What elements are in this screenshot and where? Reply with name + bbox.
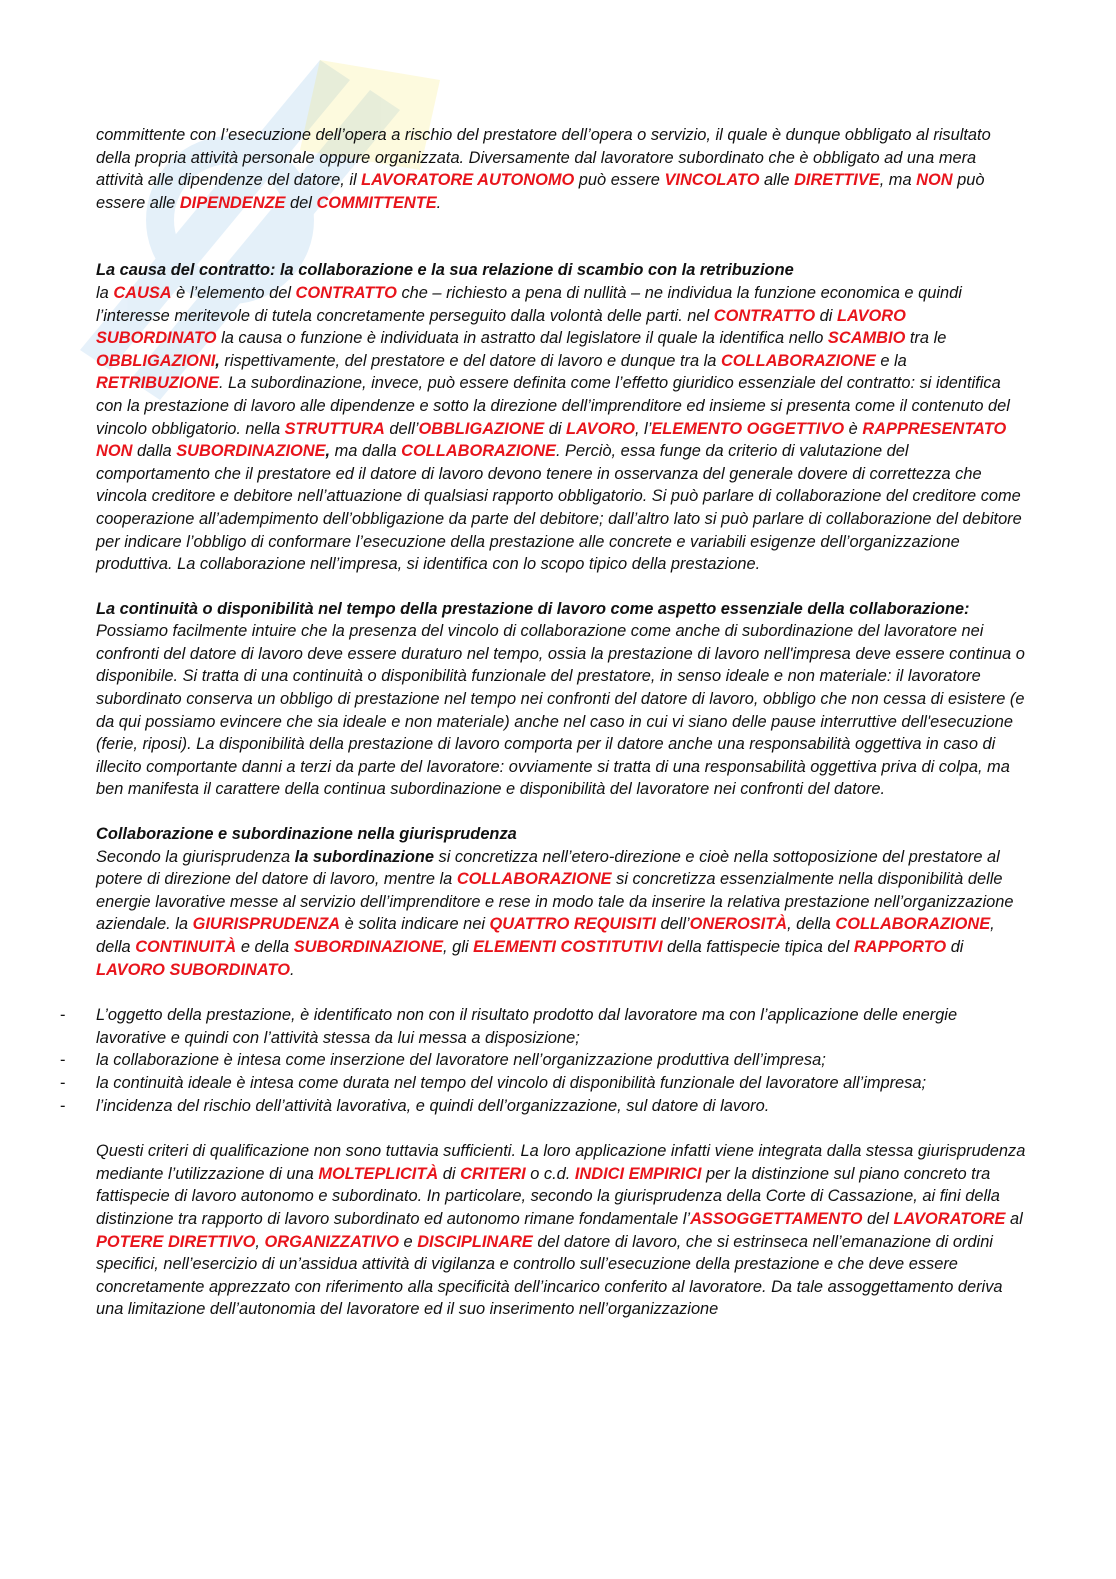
text-run: è l’elemento del — [171, 283, 296, 302]
requisiti-list — [60, 1004, 1026, 1117]
paragraph-causa-contratto — [96, 282, 1026, 576]
text-run: e la — [875, 351, 907, 370]
text-run: , della — [96, 915, 995, 956]
list-item: - L’oggetto della prestazione, è identificato non con il risultato prodotto dal lavoratore ma con l’applicazione delle energie lavorative e quindi con l’attività stessa da lui messa a disposizione; — [60, 1006, 958, 1047]
text-run: committente con l’esecuzione dell’opera a rischio del prestatore dell’opera o servizio, il quale è dunque obbligato al risultato della propria attività personale oppure organizzata. Diversamente dal lavoratore subordinato che è obbligato ad una mera attività alle dipendenze del datore, il — [96, 126, 991, 190]
text-run: dalla — [132, 442, 177, 461]
highlight-term: COLLABORAZIONE — [835, 915, 991, 934]
highlight-term: LAVORO — [566, 419, 635, 438]
highlight-term: RETRIBUZIONE — [96, 374, 219, 393]
highlight-term: LAVORATORE AUTONOMO — [361, 171, 575, 190]
text-run: , gli — [443, 938, 474, 956]
text-run: la — [96, 283, 114, 302]
text-run: , della — [787, 915, 836, 934]
paragraph-lavoratore-autonomo — [96, 124, 1026, 214]
highlight-term: ELEMENTO OGGETTIVO — [651, 419, 845, 438]
text-run: si concretizza nell’etero-direzione e cioè nella sottoposizione del prestatore al potere di direzione del datore di lavoro, mentre la — [96, 847, 1000, 889]
text-run: o c.d. — [525, 1164, 575, 1183]
highlight-term: CAUSA — [113, 283, 172, 302]
document-page — [60, 124, 1026, 1321]
highlight-term: LAVORO SUBORDINATO — [96, 960, 290, 979]
highlight-term: VINCOLATO — [664, 171, 760, 190]
highlight-term: LAVORO SUBORDINATO — [96, 306, 906, 348]
text-run: tra le — [905, 329, 947, 348]
text-run: del — [285, 193, 317, 212]
highlight-term: CRITERI — [460, 1164, 526, 1183]
list-item: - la collaborazione è intesa come inserzione del lavoratore nell’organizzazione produttiva dell’impresa; — [96, 1049, 1026, 1072]
text-run: del datore di lavoro, che si estrinseca nell’emanazione di ordini specifici, nell’esercizio di un’assidua attività di vigilanza e controllo sull’esecuzione della prestazione e che deve essere concretamente apprezzato con riferimento alla specificità dell’incarico conferito al lavoratore. Da tale assoggettamento deriva una limitazione dell’autonomia del lavoratore ed il suo inserimento nell’organizzazione — [96, 1232, 1003, 1319]
text-run: , ma — [879, 171, 917, 190]
list-item: - l’incidenza del rischio dell’attività lavorativa, e quindi dell’organizzazione, sul datore di lavoro. — [96, 1095, 1026, 1118]
text-run: dell’ — [384, 419, 419, 438]
bold-text: , — [325, 442, 331, 461]
paragraph-continuita — [96, 598, 1026, 801]
text-run: che – richiesto a pena di nullità – ne individua la funzione economica e quindi l’interesse meritevole di tutela concretamente perseguito dalla volontà delle parti. nel — [96, 283, 962, 325]
text-run: Questi criteri di qualificazione non sono tuttavia sufficienti. La loro applicazione infatti viene integrata dalla stessa giurisprudenza mediante l’utilizzazione di una — [96, 1142, 1026, 1183]
text-run: , — [255, 1232, 265, 1251]
highlight-term: CONTINUITÀ — [135, 938, 237, 956]
highlight-term: DISCIPLINARE — [417, 1232, 533, 1251]
text-run: ma dalla — [330, 442, 402, 461]
text-run: dell’ — [655, 915, 690, 934]
text-run: e — [398, 1232, 418, 1251]
list-dash: - — [60, 1096, 66, 1115]
highlight-term: SUBORDINAZIONE — [293, 938, 444, 956]
highlight-term: CONTRATTO — [295, 283, 397, 302]
text-run: di — [544, 419, 567, 438]
text-run: Possiamo facilmente intuire che la presenza del vincolo di collaborazione come anche di subordinazione del lavoratore nei confronti del datore di lavoro deve essere duraturo nel tempo, ossia la prestazione di lavoro nell'impresa deve essere continua o disponibile. Si tratta di una continuità o disponibilità funzionale del prestatore, in senso ideale e non materiale: il lavoratore subordinato conserva un obbligo di prestazione nel tempo nei confronti del datore di lavoro, obbligo che non cessa di esistere (e da qui possiamo evincere che sia ideale e non materiale) anche nel caso in cui vi siano delle pause interruttive dell'esecuzione (ferie, riposi). La disponibilità della prestazione di lavoro comporta per il datore anche una responsabilità oggettiva in caso di illecito comportante danni a terzi da parte del lavoratore: ovviamente si tratta di una responsabilità oggettiva priva di colpa, ma ben manifesta il carattere della continua subordinazione e disponibilità del lavoratore nei confronti del datore. — [96, 622, 1025, 799]
highlight-term: LAVORATORE — [893, 1209, 1006, 1228]
text-run: di — [946, 938, 964, 956]
highlight-term: RAPPORTO — [853, 938, 947, 956]
paragraph-giurisprudenza — [96, 846, 1026, 982]
highlight-term: SCAMBIO — [827, 329, 906, 348]
highlight-term: COLLABORAZIONE — [456, 870, 612, 889]
highlight-term: SUBORDINAZIONE — [176, 442, 326, 461]
highlight-term: COLLABORAZIONE — [401, 442, 556, 461]
text-run: alle — [759, 171, 795, 190]
highlight-term: CONTRATTO — [713, 306, 816, 325]
highlight-term: OBBLIGAZIONE — [418, 419, 545, 438]
highlight-term: GIURISPRUDENZA — [192, 915, 341, 934]
heading-causa-contratto: La causa del contratto: la collaborazione e la sua relazione di scambio con la retribuzione — [96, 261, 794, 280]
highlight-term: POTERE DIRETTIVO — [96, 1232, 256, 1251]
text-run: la causa o funzione è individuata in astratto dal legislatore il quale la identifica nello — [216, 329, 828, 348]
text-run: può essere alle — [96, 171, 985, 212]
text-run: , l’ — [634, 419, 652, 438]
highlight-term: COLLABORAZIONE — [720, 351, 876, 370]
list-dash: - — [60, 1051, 66, 1070]
highlight-term: DIPENDENZE — [179, 193, 286, 212]
text-run: si concretizza essenzialmente nella disponibilità delle energie lavorative messe al servizio dell’imprenditore e rese in modo tale da inserire la relativa prestazione nell’organizzazione aziendale. la — [96, 870, 1014, 934]
bold-text: , — [215, 351, 220, 370]
text-run: di — [815, 306, 837, 325]
highlight-term: ELEMENTI COSTITUTIVI — [473, 938, 663, 956]
text-run: . — [289, 960, 295, 979]
bold-text: la subordinazione — [294, 847, 434, 866]
text-run: della fattispecie tipica del — [662, 938, 854, 956]
text-run: è solita indicare nei — [340, 915, 490, 934]
text-run: per la distinzione sul piano concreto tra fattispecie di lavoro autonomo e subordinato. In particolare, secondo la giurisprudenza della Corte di Cassazione, ai fini della distinzione tra rapporto di lavoro subordinato ed autonomo rimane fondamentale l’ — [96, 1164, 1000, 1228]
list-dash: - — [60, 1006, 66, 1025]
list-item: - la continuità ideale è intesa come durata nel tempo del vincolo di disponibilità funzionale del lavoratore all’impresa; — [96, 1072, 1026, 1095]
highlight-term: NON — [916, 171, 953, 190]
bold-text: La continuità o disponibilità nel tempo della prestazione di lavoro come aspetto essenziale della collaborazione: — [96, 599, 970, 618]
text-run: può essere — [574, 171, 665, 190]
highlight-term: RAPPRESENTATO NON — [96, 419, 1007, 461]
highlight-term: INDICI EMPIRICI — [574, 1164, 702, 1183]
highlight-term: ASSOGGETTAMENTO — [690, 1209, 863, 1228]
highlight-term: COMMITTENTE — [316, 193, 437, 212]
highlight-term: DIRETTIVE — [794, 171, 880, 190]
text-run: del — [862, 1209, 894, 1228]
text-run: . — [436, 193, 442, 212]
text-run: è — [844, 419, 863, 438]
heading-giurisprudenza: Collaborazione e subordinazione nella giurisprudenza — [96, 825, 517, 844]
highlight-term: ORGANIZZATIVO — [264, 1232, 399, 1251]
paragraph-criteri-qualificazione — [96, 1140, 1026, 1321]
highlight-term: OBBLIGAZIONI — [96, 351, 216, 370]
text-run: e della — [236, 938, 294, 956]
highlight-term: STRUTTURA — [284, 419, 385, 438]
text-run: . Perciò, essa funge da criterio di valutazione del comportamento che il prestatore ed il datore di lavoro devono tenere in osservanza del generale dovere di correttezza che vincola creditore e debitore nell’attuazione di qualsiasi rapporto obbligatorio. Si può parlare di collaborazione del creditore come cooperazione all’adempimento dell’obbligazione da parte del debitore; dall’altro lato si può parlare di collaborazione del debitore per indicare l’obbligo di conformare l’esecuzione della prestazione alle concrete e variabili esigenze dell’organizzazione produttiva. La collaborazione nell’impresa, si identifica con lo scopo tipico della prestazione. — [96, 442, 1022, 574]
highlight-term: ONEROSITÀ — [689, 915, 788, 934]
text-run: rispettivamente, del prestatore e del datore di lavoro e dunque tra la — [219, 351, 721, 370]
highlight-term: QUATTRO REQUISITI — [489, 915, 656, 934]
text-run: . La subordinazione, invece, può essere definita come l’effetto giuridico essenziale del contratto: si identifica con la prestazione di lavoro alle dipendenze e sotto la direzione dell’imprenditore ed insieme si presenta come il contenuto del vincolo obbligatorio. nella — [96, 374, 1010, 438]
text-run: Secondo la giurisprudenza — [96, 847, 295, 866]
list-dash: - — [60, 1073, 66, 1092]
text-run: al — [1005, 1209, 1023, 1228]
text-run: di — [438, 1164, 461, 1183]
highlight-term: MOLTEPLICITÀ — [318, 1164, 439, 1183]
